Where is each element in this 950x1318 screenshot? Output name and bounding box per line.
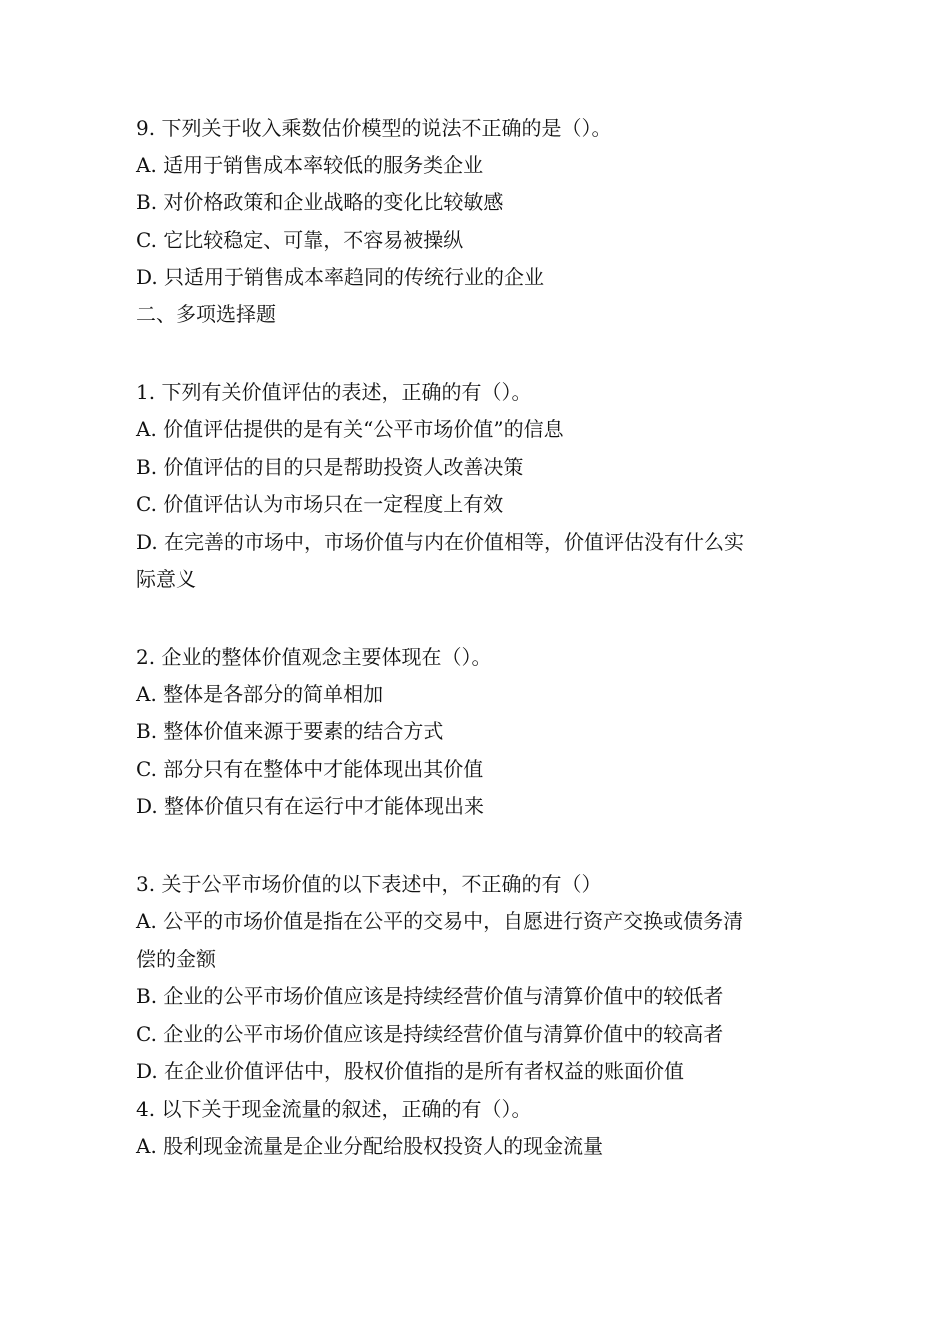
multi-question-1-option-a: A. 价值评估提供的是有关“公平市场价值”的信息 <box>136 417 564 441</box>
section-heading-multiple-choice: 二、多项选择题 <box>136 302 276 326</box>
question-9-option-c: C. 它比较稳定、可靠，不容易被操纵 <box>136 228 464 252</box>
question-9-option-d: D. 只适用于销售成本率趋同的传统行业的企业 <box>136 265 545 289</box>
multi-question-3-option-b: B. 企业的公平市场价值应该是持续经营价值与清算价值中的较低者 <box>136 984 724 1008</box>
multi-question-3-option-a: A. 公平的市场价值是指在公平的交易中，自愿进行资产交换或债务清 <box>136 909 744 933</box>
multi-question-1-option-c: C. 价值评估认为市场只在一定程度上有效 <box>136 492 504 516</box>
multi-question-4-stem: 4. 以下关于现金流量的叙述，正确的有（）。 <box>136 1097 532 1121</box>
multi-question-1-stem: 1. 下列有关价值评估的表述，正确的有（）。 <box>136 380 532 404</box>
question-9-stem: 9. 下列关于收入乘数估价模型的说法不正确的是（）。 <box>136 116 612 140</box>
multi-question-2-option-c: C. 部分只有在整体中才能体现出其价值 <box>136 757 484 781</box>
multi-question-3-option-a-continued: 偿的金额 <box>136 947 216 971</box>
question-9-option-b: B. 对价格政策和企业战略的变化比较敏感 <box>136 190 504 214</box>
multi-question-4-option-a: A. 股利现金流量是企业分配给股权投资人的现金流量 <box>136 1134 604 1158</box>
multi-question-2-option-b: B. 整体价值来源于要素的结合方式 <box>136 719 444 743</box>
multi-question-1-option-d-continued: 际意义 <box>136 567 196 591</box>
question-9-option-a: A. 适用于销售成本率较低的服务类企业 <box>136 153 484 177</box>
multi-question-2-option-d: D. 整体价值只有在运行中才能体现出来 <box>136 794 485 818</box>
multi-question-3-option-c: C. 企业的公平市场价值应该是持续经营价值与清算价值中的较高者 <box>136 1022 724 1046</box>
multi-question-2-option-a: A. 整体是各部分的简单相加 <box>136 682 384 706</box>
multi-question-2-stem: 2. 企业的整体价值观念主要体现在（）。 <box>136 645 492 669</box>
multi-question-3-option-d: D. 在企业价值评估中，股权价值指的是所有者权益的账面价值 <box>136 1059 685 1083</box>
multi-question-1-option-d: D. 在完善的市场中，市场价值与内在价值相等，价值评估没有什么实 <box>136 530 745 554</box>
multi-question-1-option-b: B. 价值评估的目的只是帮助投资人改善决策 <box>136 455 524 479</box>
multi-question-3-stem: 3. 关于公平市场价值的以下表述中，不正确的有（） <box>136 872 602 896</box>
